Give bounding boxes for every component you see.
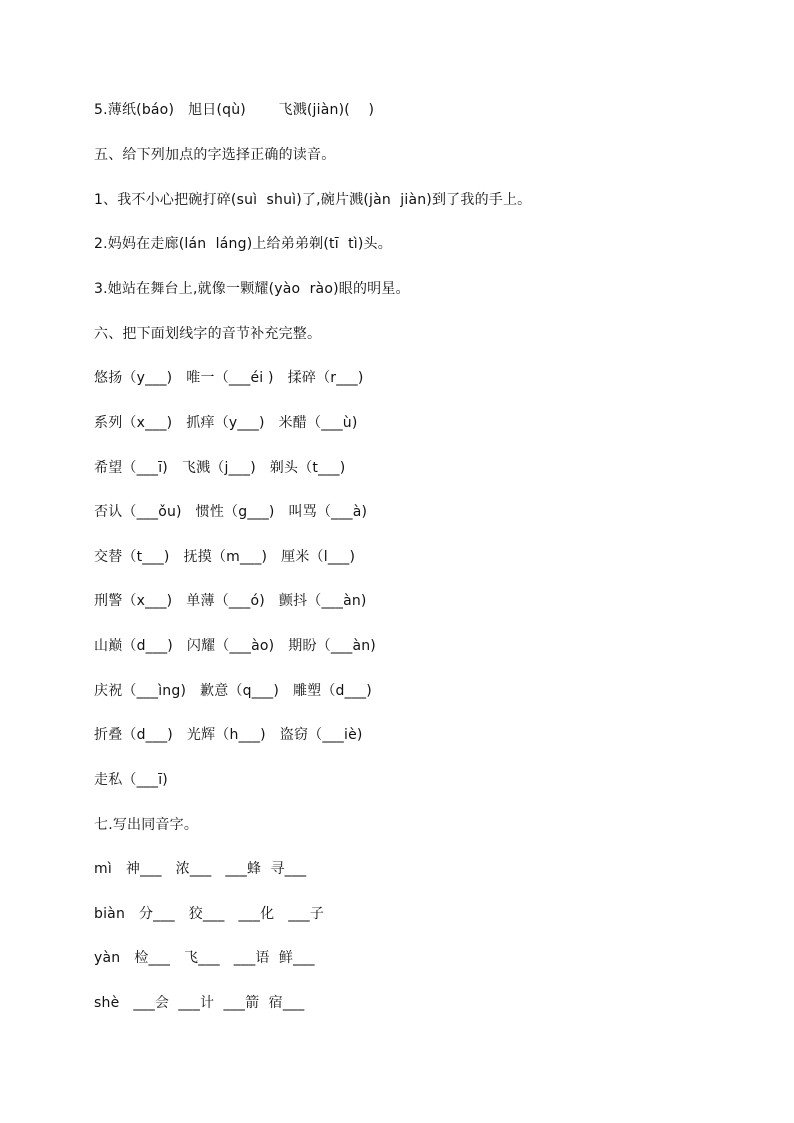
homophone-row-mi: mì 神___ 浓___ ___蜂 寻___ (94, 861, 307, 877)
pronunciation-item-3: 3.她站在舞台上,就像一颗耀(yào rào)眼的明星。 (94, 281, 410, 297)
section-7-heading: 七.写出同音字。 (94, 817, 199, 833)
homophone-row-yan: yàn 检___ 飞___ ___语 鲜___ (94, 950, 315, 966)
syllable-row-5: 交替（t___) 抚摸（m___) 厘米（l___) (94, 549, 356, 565)
syllable-row-10: 走私（___ī) (94, 772, 168, 788)
syllable-row-1: 悠扬（y___) 唯一（___éi ) 揉碎（r___) (94, 370, 364, 386)
syllable-row-6: 刑警（x___) 单薄（___ó) 颤抖（___àn) (94, 593, 367, 609)
syllable-row-8: 庆祝（___ìng) 歉意（q___) 雕塑（d___) (94, 683, 372, 699)
pronunciation-item-1: 1、我不小心把碗打碎(suì shuì)了,碗片溅(jàn jiàn)到了我的手上。 (94, 192, 532, 208)
syllable-row-3: 希望（___ī) 飞溅（j___) 剃头（t___) (94, 460, 346, 476)
syllable-row-9: 折叠（d___) 光辉（h___) 盗窃（___iè) (94, 727, 363, 743)
section-5-heading: 五、给下列加点的字选择正确的读音。 (94, 147, 336, 163)
pronunciation-item-2: 2.妈妈在走廊(lán láng)上给弟弟剃(tī tì)头。 (94, 236, 392, 252)
syllable-row-2: 系列（x___) 抓痒（y___) 米醋（___ù) (94, 415, 358, 431)
homophone-row-bian: biàn 分___ 狡___ ___化 ___子 (94, 906, 325, 922)
question-5-boling: 5.薄纸(báo) 旭日(qù) 飞溅(jiàn)( ) (94, 102, 375, 118)
syllable-row-7: 山巅（d___) 闪耀（___ào) 期盼（___àn) (94, 638, 376, 654)
homophone-row-she: shè ___会 ___计 ___箭 宿___ (94, 995, 305, 1011)
syllable-row-4: 否认（___ǒu) 惯性（g___) 叫骂（___à) (94, 504, 368, 520)
section-6-heading: 六、把下面划线字的音节补充完整。 (94, 326, 322, 342)
